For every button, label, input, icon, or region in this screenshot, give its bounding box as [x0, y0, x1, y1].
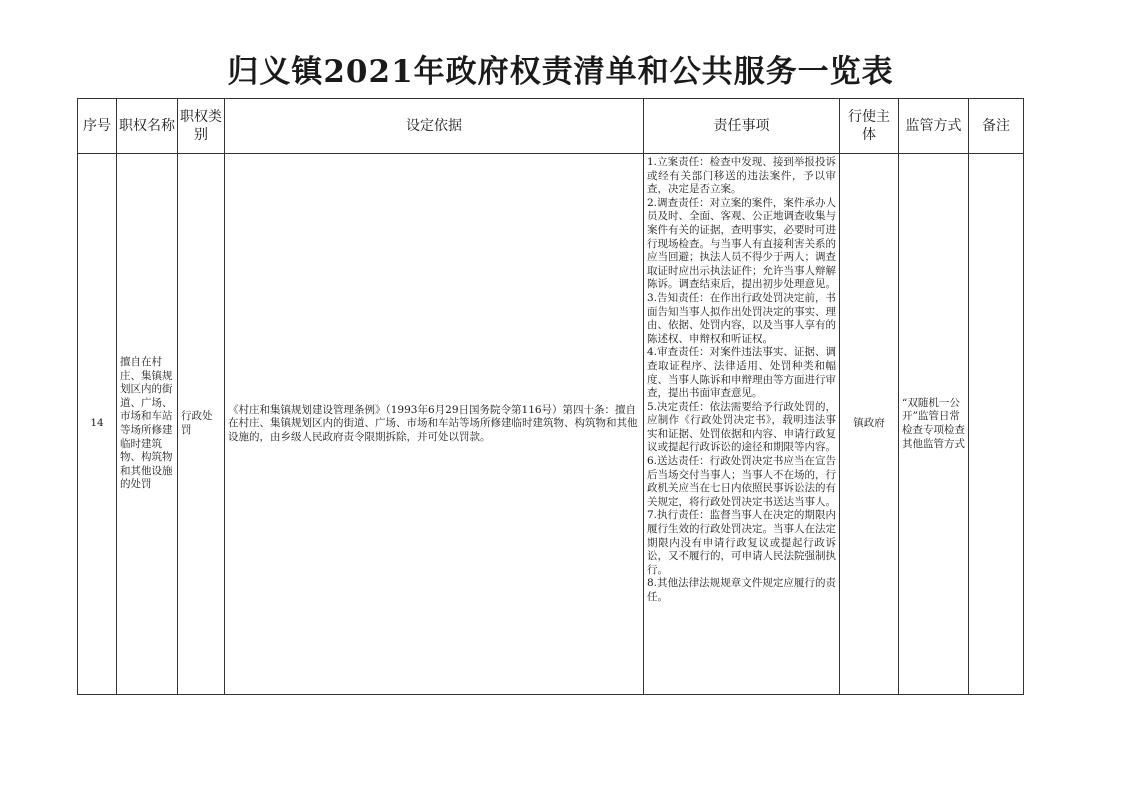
- cell-basis: 《村庄和集镇规划建设管理条例》（1993年6月29日国务院令第116号）第四十条：擅自在村庄、集镇规划区内的街道、广场、市场和车站等场所修建临时建筑物、构筑物和其他设施的，由乡级人民政府责令限期拆除，并可处以罚款。: [225, 154, 644, 695]
- cell-responsibility: [644, 154, 840, 695]
- responsibility-item: 1.立案责任：检查中发现、接到举报投诉或经有关部门移送的违法案件，予以审查，决定是否立案。: [647, 156, 836, 196]
- header-name: 职权名称: [117, 99, 178, 154]
- header-subject: 行使主体: [840, 99, 899, 154]
- responsibility-item: 2.调查责任：对立案的案件，案件承办人员及时、全面、客观、公正地调查收集与案件有关的证据，查明事实，必要时可进行现场检查。与当事人有直接利害关系的应当回避；执法人员不得少于两人；调查取证时应出示执法证件；允许当事人辩解陈诉。调查结束后，提出初步处理意见。: [647, 196, 836, 291]
- cell-subject: 镇政府: [840, 154, 899, 695]
- authority-table: [77, 98, 1024, 695]
- cell-category: 行政处罚: [178, 154, 225, 695]
- header-category: 职权类别: [178, 99, 225, 154]
- cell-remark: [969, 154, 1024, 695]
- header-row: [78, 99, 1024, 154]
- responsibility-item: 6.送达责任：行政处罚决定书应当在宣告后当场交付当事人；当事人不在场的，行政机关应当在七日内依照民事诉讼法的有关规定，将行政处罚决定书送达当事人。: [647, 455, 836, 508]
- cell-seq: 14: [78, 154, 117, 695]
- page-title: 归义镇2021年政府权责清单和公共服务一览表: [227, 54, 894, 90]
- responsibility-item: 3.告知责任：在作出行政处罚决定前，书面告知当事人拟作出处罚决定的事实、理由、依据、处罚内容，以及当事人享有的陈述权、申辩权和听证权。: [647, 291, 836, 345]
- header-seq: 序号: [78, 99, 117, 154]
- header-remark: 备注: [969, 99, 1024, 154]
- header-supervision: 监管方式: [899, 99, 969, 154]
- responsibility-item: 8.其他法律法规规章文件规定应履行的责任。: [647, 577, 836, 603]
- cell-supervision: “双随机一公开”监管日常检查专项检查其他监管方式: [899, 154, 969, 695]
- responsibility-list: [644, 154, 839, 694]
- cell-name: 擅自在村庄、集镇规划区内的街道、广场、市场和车站等场所修建临时建筑物、构筑物和其他设施的处罚: [117, 154, 178, 695]
- header-responsibility: 责任事项: [644, 99, 840, 154]
- responsibility-item: 7.执行责任：监督当事人在决定的期限内履行生效的行政处罚决定。当事人在法定期限内没有申请行政复议或提起行政诉讼，又不履行的，可申请人民法院强制执行。: [647, 509, 836, 576]
- responsibility-item: 5.决定责任：依法需要给予行政处罚的，应制作《行政处罚决定书》，载明违法事实和证据、处罚依据和内容、申请行政复议或提起行政诉讼的途径和期限等内容。: [647, 400, 836, 454]
- table-row: [78, 154, 1024, 695]
- responsibility-item: 4.审查责任：对案件违法事实、证据、调查取证程序、法律适用、处罚种类和幅度、当事人陈诉和申辩理由等方面进行审查，提出书面审查意见。: [647, 346, 836, 400]
- header-basis: 设定依据: [225, 99, 644, 154]
